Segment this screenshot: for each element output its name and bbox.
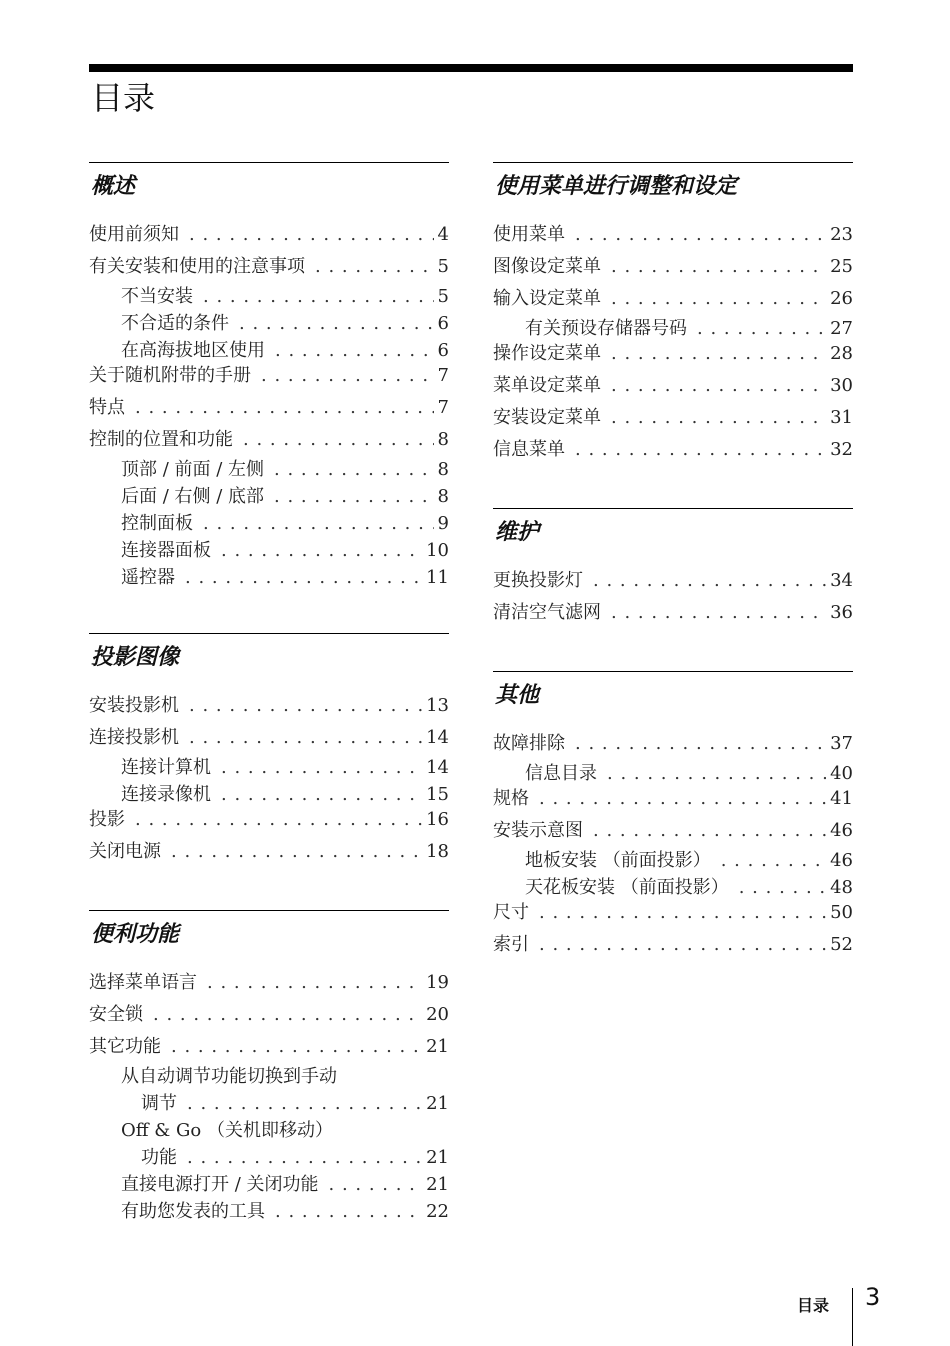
toc-subentry[interactable]: 功能 . . . 21 — [89, 1144, 449, 1171]
toc-subentry[interactable]: 天花板安装 （前面投影） . . . 48 — [493, 874, 853, 901]
section-title: 概述 — [91, 174, 136, 199]
toc-entry[interactable]: 清洁空气滤网 . . . 36 — [493, 597, 853, 629]
toc-entry[interactable]: 图像设定菜单 . . . 25 — [493, 251, 853, 283]
page-number: 3 — [865, 1283, 881, 1311]
section-rule — [493, 671, 853, 672]
toc-entry[interactable]: 控制的位置和功能 . . . 8 — [89, 424, 449, 456]
toc-subentry[interactable]: 有助您发表的工具 . . . 22 — [89, 1198, 449, 1225]
toc-subentry[interactable]: 调节 . . . 21 — [89, 1090, 449, 1117]
toc-subentry[interactable]: 连接计算机 . . . 14 — [89, 754, 449, 781]
toc-entry[interactable]: 其它功能 . . . 21 — [89, 1031, 449, 1063]
section-title: 投影图像 — [91, 645, 180, 670]
section-rule — [89, 633, 449, 634]
toc-entry[interactable]: 选择菜单语言 . . . 19 — [89, 967, 449, 999]
toc-subentry[interactable]: 地板安装 （前面投影） . . . 46 — [493, 847, 853, 874]
toc-entry[interactable]: 关于随机附带的手册 . . . 7 — [89, 360, 449, 392]
toc-right-column — [493, 162, 853, 961]
section-title: 其他 — [495, 683, 540, 708]
section-rule — [89, 162, 449, 163]
toc-subentry[interactable]: 连接录像机 . . . 15 — [89, 781, 449, 808]
toc-entry[interactable]: 更换投影灯 . . . 34 — [493, 565, 853, 597]
top-rule — [89, 64, 853, 72]
toc-entry[interactable]: 操作设定菜单 . . . 28 — [493, 338, 853, 370]
toc-entry[interactable]: 特点 . . . 7 — [89, 392, 449, 424]
toc-subentry-wrapped-line[interactable]: Off & Go （关机即移动） — [121, 1120, 333, 1141]
toc-entries — [89, 967, 449, 1225]
toc-entry[interactable]: 使用菜单 . . . 23 — [493, 219, 853, 251]
toc-subentry[interactable]: 有关预设存储器号码 . . . 27 — [493, 315, 853, 342]
toc-section-maintenance — [493, 508, 853, 629]
section-title: 便利功能 — [91, 922, 180, 947]
toc-entry[interactable]: 菜单设定菜单 . . . 30 — [493, 370, 853, 402]
toc-entry[interactable]: 索引 . . . 52 — [493, 929, 853, 961]
section-rule — [493, 508, 853, 509]
toc-entry[interactable]: 安装示意图 . . . 46 — [493, 815, 853, 847]
toc-entry[interactable]: 信息菜单 . . . 32 — [493, 434, 853, 466]
toc-entry[interactable]: 使用前须知 . . . 4 — [89, 219, 449, 251]
toc-entry[interactable]: 尺寸 . . . 50 — [493, 897, 853, 929]
toc-subentry[interactable]: 不合适的条件 . . . 6 — [89, 310, 449, 337]
toc-section-menus — [493, 162, 853, 466]
toc-section-projecting — [89, 633, 449, 868]
toc-entries — [493, 728, 853, 961]
toc-subentry[interactable]: 连接器面板 . . . 10 — [89, 537, 449, 564]
toc-subentry-wrapped-line[interactable]: 从自动调节功能切换到手动 — [121, 1066, 337, 1087]
footer-section-label: 目录 — [797, 1296, 830, 1315]
section-rule — [89, 910, 449, 911]
toc-entry[interactable]: 安全锁 . . . 20 — [89, 999, 449, 1031]
section-title: 使用菜单进行调整和设定 — [495, 174, 738, 199]
section-title: 维护 — [495, 520, 540, 545]
toc-section-overview — [89, 162, 449, 591]
toc-entry[interactable]: 安装投影机 . . . 13 — [89, 690, 449, 722]
page-title: 目录 — [91, 79, 156, 117]
toc-entry[interactable]: 规格 . . . 41 — [493, 783, 853, 815]
toc-entry[interactable]: 输入设定菜单 . . . 26 — [493, 283, 853, 315]
toc-subentry[interactable]: 遥控器 . . . 11 — [89, 564, 449, 591]
toc-section-other — [493, 671, 853, 961]
toc-entry[interactable]: 关闭电源 . . . 18 — [89, 836, 449, 868]
section-rule — [493, 162, 853, 163]
toc-entry[interactable]: 连接投影机 . . . 14 — [89, 722, 449, 754]
toc-section-convenience — [89, 910, 449, 1225]
toc-subentry[interactable]: 后面 / 右侧 / 底部 . . . 8 — [89, 483, 449, 510]
toc-entry[interactable]: 有关安装和使用的注意事项 . . . 5 — [89, 251, 449, 283]
toc-entries — [493, 219, 853, 466]
toc-entries — [89, 219, 449, 591]
toc-left-column — [89, 162, 449, 1225]
toc-subentry[interactable]: 在高海拔地区使用 . . . 6 — [89, 337, 449, 364]
toc-subentry[interactable]: 直接电源打开 / 关闭功能 . . . 21 — [89, 1171, 449, 1198]
toc-entries — [493, 565, 853, 629]
toc-entry[interactable]: 投影 . . . 16 — [89, 804, 449, 836]
footer-divider — [852, 1288, 853, 1346]
toc-subentry[interactable]: 控制面板 . . . 9 — [89, 510, 449, 537]
toc-entry[interactable]: 故障排除 . . . 37 — [493, 728, 853, 760]
toc-subentry[interactable]: 信息目录 . . . 40 — [493, 760, 853, 787]
toc-subentry[interactable]: 不当安装 . . . 5 — [89, 283, 449, 310]
toc-subentry[interactable]: 顶部 / 前面 / 左侧 . . . 8 — [89, 456, 449, 483]
toc-entry[interactable]: 安装设定菜单 . . . 31 — [493, 402, 853, 434]
toc-entries — [89, 690, 449, 868]
